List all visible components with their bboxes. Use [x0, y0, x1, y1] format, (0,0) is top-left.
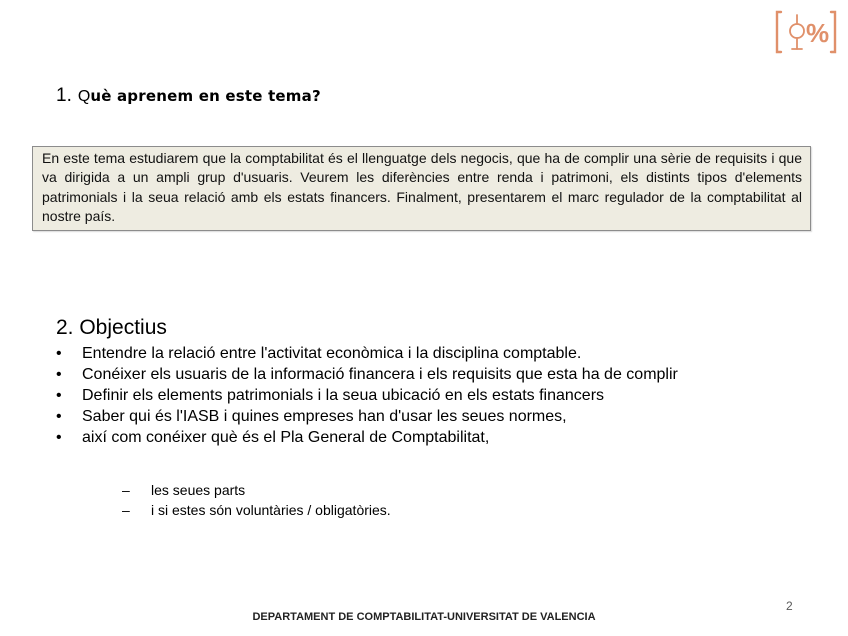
dash-icon: – — [122, 502, 130, 518]
section-1-title: uè aprenem en este tema? — [90, 87, 321, 105]
objectives-sub-list — [122, 480, 391, 520]
chart-percent-logo-icon — [773, 9, 839, 55]
section-1-number: 1. — [56, 85, 72, 106]
sub-list-item — [122, 500, 391, 520]
objective-item — [56, 364, 767, 385]
objective-text: Saber qui és l'IASB i quines empreses han d'usar les seues normes, — [82, 408, 567, 425]
page-number: 2 — [786, 599, 793, 613]
sub-list-item — [122, 480, 391, 500]
objective-text: així com conéixer què és el Pla General de Comptabilitat, — [82, 429, 490, 446]
objective-text: Conéixer els usuaris de la informació financera i els requisits que esta ha de complir — [82, 366, 678, 383]
footer-department: DEPARTAMENT DE COMPTABILITAT-UNIVERSITAT DE VALENCIA — [252, 611, 596, 623]
sub-item-text: les seues parts — [151, 482, 246, 498]
bullet-icon: • — [56, 345, 62, 362]
bullet-icon: • — [56, 408, 62, 425]
objectives-list — [56, 343, 767, 448]
objective-item — [56, 385, 767, 406]
objective-item — [56, 427, 767, 448]
objective-text: Definir els elements patrimonials i la seua ubicació en els estats financers — [82, 387, 605, 404]
bullet-icon: • — [56, 429, 62, 446]
dash-icon: – — [122, 482, 130, 498]
bullet-icon: • — [56, 366, 62, 383]
section-1-title-initial: Q — [77, 88, 91, 105]
sub-item-text: i si estes són voluntàries / obligatòries. — [151, 502, 391, 518]
section-2-heading: 2. Objectius — [56, 316, 167, 339]
bullet-icon: • — [56, 387, 62, 404]
objective-text: Entendre la relació entre l'activitat econòmica i la disciplina comptable. — [82, 345, 582, 362]
department-logo — [773, 9, 839, 55]
section-1-heading — [56, 85, 321, 107]
logo-text: % — [806, 18, 830, 48]
intro-text-box: En este tema estudiarem que la comptabilitat és el llenguatge dels negocis, que ha de complir una sèrie de requisits i que va dirigida a un ampli grup d'usuaris. Veurem les diferències entre renda i patrimoni, els distints tipos d'elements patrimonials i la seua relació amb els estats financers. Finalment, presentarem el marc regulador de la comptabilitat al nostre país. — [32, 146, 811, 231]
objective-item — [56, 406, 767, 427]
objective-item — [56, 343, 767, 364]
